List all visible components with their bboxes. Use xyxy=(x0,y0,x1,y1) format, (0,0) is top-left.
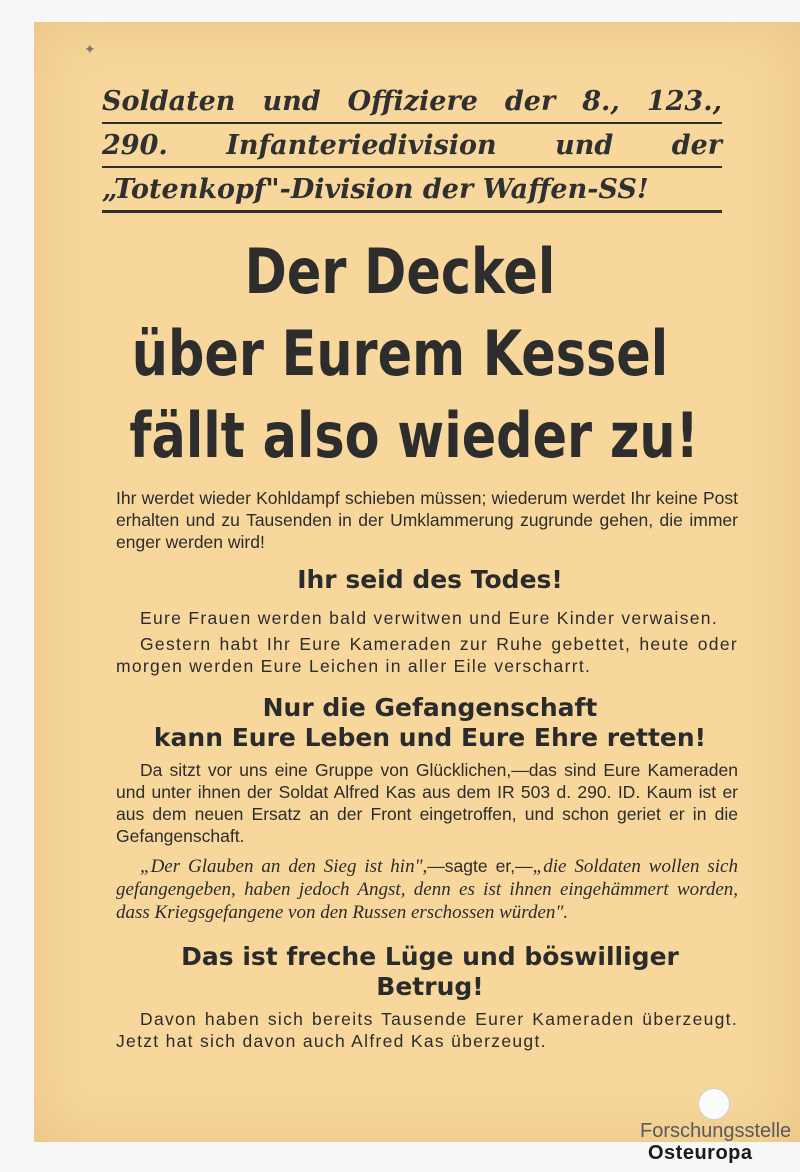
quote-part-2: „die Soldaten wollen sich gefangengeben, haben jedoch Angst, denn es ist ihnen eingehämmert worden, dass Kriegsgefangene von den Russen erschossen würden". xyxy=(116,856,738,923)
watermark-line-2: Osteuropa xyxy=(648,1142,753,1164)
subhead-lie xyxy=(110,942,750,1002)
subhead-captivity-line-1: Nur die Gefangenschaft xyxy=(262,693,598,722)
paragraph-alfred-kas: Da sitzt vor uns eine Gruppe von Glücklichen,—das sind Eure Kameraden und unter ihnen der Soldat Alfred Kas aus dem IR 503 d. 290. ID. Kaum ist er aus dem neuen Ersatz an der Front eingetroffen, und schon geriet er in die Gefangenschaft. xyxy=(116,760,738,846)
headline-line-1: Der Deckel xyxy=(244,235,556,308)
subhead-captivity xyxy=(110,693,750,753)
paragraph-convinced: Davon haben sich bereits Tausende Eurer Kameraden überzeugt. Jetzt hat sich davon auch Alfred Kas überzeugt. xyxy=(116,1009,738,1051)
quote-part-1: „Der Glauben an den Sieg ist hin", xyxy=(140,856,428,877)
main-headline xyxy=(129,231,699,477)
watermark-line-1: Forschungsstelle xyxy=(640,1120,792,1142)
paragraph-burials: Gestern habt Ihr Eure Kameraden zur Ruhe gebettet, heute oder morgen werden Eure Leichen in aller Eile verscharrt. xyxy=(116,634,738,676)
archive-watermark xyxy=(640,1120,791,1164)
header-line-3: „Totenkopf"-Division der Waffen-SS! xyxy=(102,168,722,213)
subhead-lie-line-1: Das ist freche Lüge und böswilliger xyxy=(181,942,679,971)
paragraph-hunger: Ihr werdet wieder Kohldampf schieben müssen; wiederum werdet Ihr keine Post erhalten und zu Tausenden in der Umklammerung zugrunde gehen, die immer enger werden wird! xyxy=(116,488,738,552)
header-line-2: 290. Infanteriedivision und der xyxy=(102,124,722,168)
subhead-lie-line-2: Betrug! xyxy=(376,972,484,1001)
headline-line-2: über Eurem Kessel xyxy=(131,317,669,390)
subhead-death: Ihr seid des Todes! xyxy=(297,565,563,594)
punch-hole xyxy=(698,1088,730,1120)
address-header xyxy=(70,80,730,213)
leaflet-content xyxy=(70,80,738,1052)
quote-attribution: —sagte er,— xyxy=(427,856,533,876)
subhead-captivity-line-2: kann Eure Leben und Eure Ehre retten! xyxy=(153,723,707,752)
corner-mark: ✦ xyxy=(84,42,96,58)
paragraph-quote xyxy=(116,855,738,924)
paragraph-widows: Eure Frauen werden bald verwitwen und Eure Kinder verwaisen. xyxy=(140,608,718,628)
headline-line-3: fällt also wieder zu! xyxy=(129,399,699,472)
header-line-1: Soldaten und Offiziere der 8., 123., xyxy=(102,80,722,124)
